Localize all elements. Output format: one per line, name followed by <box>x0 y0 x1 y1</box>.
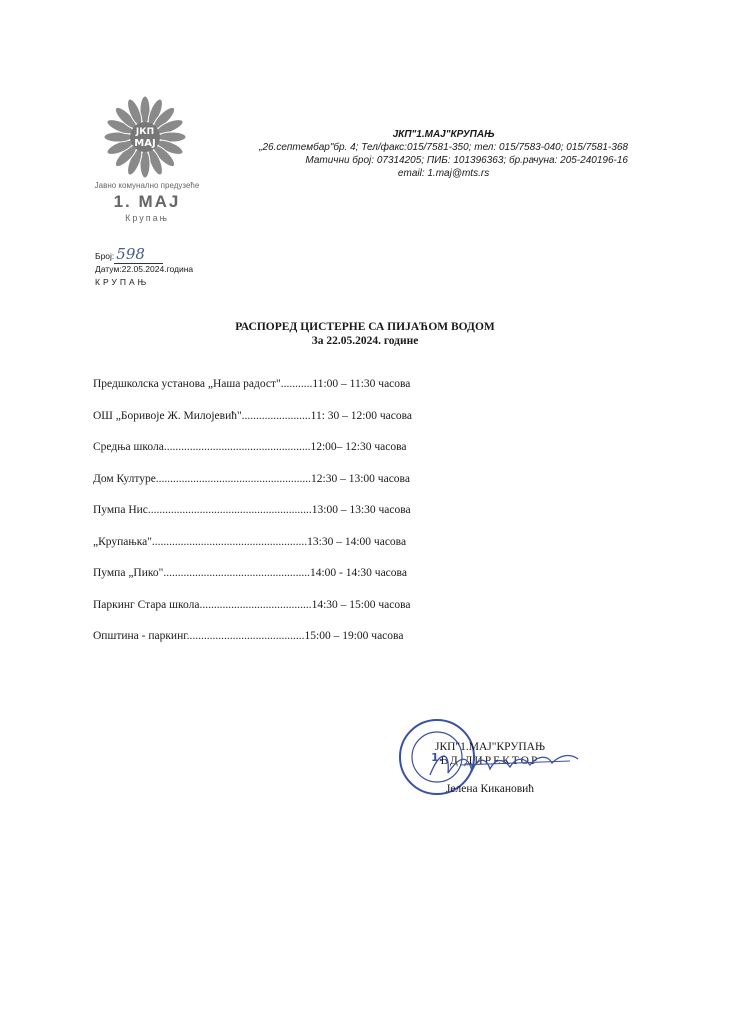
letterhead-registry: Матични број: 07314205; ПИБ: 101396363; бр.рачуна: 205-240196-16 <box>305 155 628 166</box>
broj-value: 598 <box>114 245 163 264</box>
schedule-row: Дом Културе......................................................12:30 – 13:00 часова <box>93 472 410 485</box>
svg-text:ЈКП: ЈКП <box>135 127 155 137</box>
reference-town: КРУПАЊ <box>95 277 150 287</box>
logo-name: 1. МАЈ <box>113 192 181 211</box>
handwritten-signature <box>420 745 585 783</box>
daisy-emblem <box>104 96 186 178</box>
broj-label: Број: <box>95 251 115 261</box>
signature-org: ЈКП"1.МАЈ"КРУПАЊ <box>434 741 546 753</box>
svg-text:МАЈ: МАЈ <box>134 138 156 149</box>
letterhead-address: „26.септембар"бр. 4; Тел/факс:015/7581-350; тел: 015/7583-040; 015/7581-368 <box>259 142 628 153</box>
datum: Датум:22.05.2024.година <box>95 264 194 274</box>
logo-subtitle: Јавно комунално предузеће <box>94 181 200 190</box>
letterhead <box>259 128 628 180</box>
schedule-row: Средња школа...................................................12:00– 12:30 часова <box>93 441 407 453</box>
schedule-row: Предшколска установа „Наша радост"...........11:00 – 11:30 часова <box>93 378 411 390</box>
schedule-row: Пумпа „Пико"...................................................14:00 - 14:30 часова <box>93 567 407 579</box>
title-line-1: РАСПОРЕД ЦИСТЕРНЕ СА ПИЈАЋОМ ВОДОМ <box>235 321 495 333</box>
title-line-2: За 22.05.2024. године <box>311 335 419 347</box>
logo-town: Крупањ <box>125 213 169 223</box>
signature-name: Јелена Кикановић <box>445 783 535 795</box>
signature-title: ВД ДИРЕКТОР <box>440 755 540 767</box>
letterhead-org: ЈКП"1.МАЈ"КРУПАЊ <box>392 129 495 140</box>
reference-block <box>95 245 194 289</box>
letterhead-email: email: 1.maj@mts.rs <box>397 168 490 179</box>
schedule-row: „Крупањка"......................................................13:30 – 14:00 часова <box>93 535 407 548</box>
schedule-row: Општина - паркинг.........................................15:00 – 19:00 часова <box>93 630 404 642</box>
schedule-row: Пумпа Нис.........................................................13:00 – 13:30 часова <box>93 504 411 516</box>
schedule-list <box>93 378 412 662</box>
document-title <box>0 320 730 348</box>
svg-text:1.: 1. <box>431 751 443 764</box>
schedule-row: ОШ „Боривоје Ж. Милојевић"........................11: 30 – 12:00 часова <box>93 409 413 422</box>
schedule-row: Паркинг Стара школа.......................................14:30 – 15:00 часова <box>93 598 411 611</box>
